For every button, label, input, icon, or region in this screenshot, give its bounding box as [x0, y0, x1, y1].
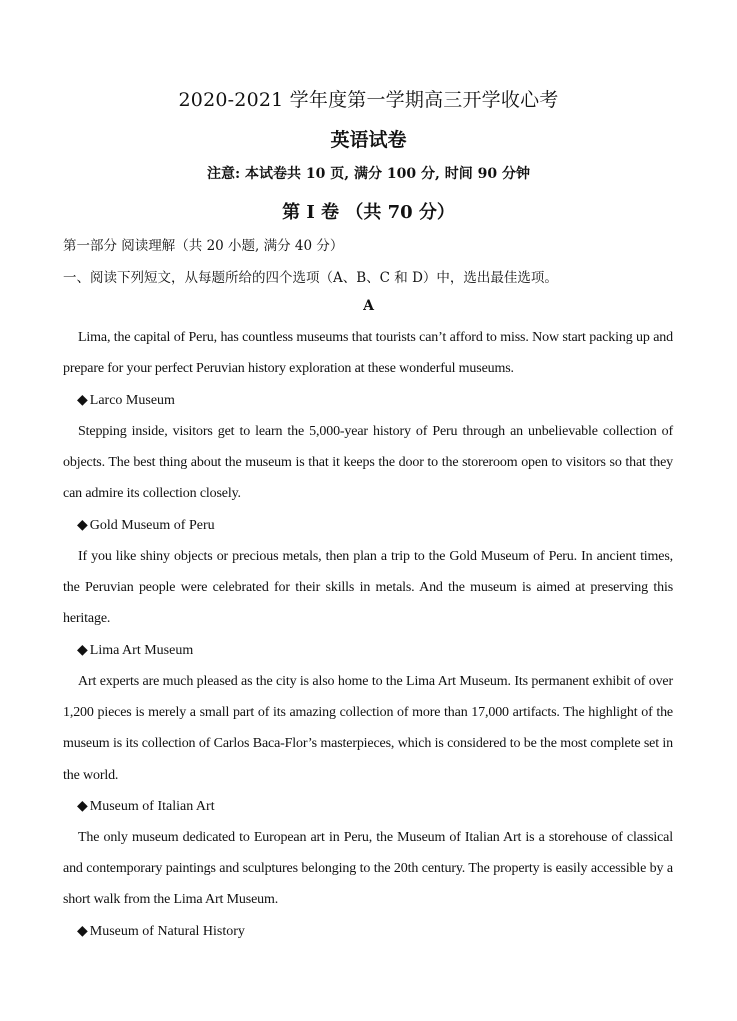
diamond-bullet-icon: ◆ [77, 393, 88, 408]
diamond-bullet-icon: ◆ [77, 799, 88, 814]
volume-heading: 第 I 卷 （共 70 分） [282, 202, 455, 223]
instruction-text: 一、阅读下列短文，从每题所给的四个选项（A、B、C 和 D）中，选出最佳选项。 [63, 270, 558, 286]
museum-name: Gold Museum of Peru [89, 518, 215, 533]
museum-paragraph-larco: Stepping inside, visitors get to learn the 5,000-year history of Peru through an unbelievable collection of objects. The best thing about the museum is that it keeps the door to the storeroom open to visitors so that they can admire its collection closely. [63, 424, 673, 502]
part-heading: 第一部分 阅读理解（共 20 小题, 满分 40 分） [63, 238, 344, 254]
exam-subtitle: 英语试卷 [330, 129, 407, 151]
diamond-bullet-icon: ◆ [77, 643, 88, 658]
museum-paragraph-italian-art: The only museum dedicated to European art in Peru, the Museum of Italian Art is a storehouse of classical and contemporary paintings and sculptures belonging to the 20th century. The property is easily accessible by a short walk from the Lima Art Museum. [63, 830, 673, 908]
diamond-bullet-icon: ◆ [77, 518, 88, 533]
museum-heading-natural-history [77, 923, 245, 940]
museum-heading-italian-art [77, 798, 215, 815]
museum-name: Museum of Natural History [89, 924, 245, 939]
museum-paragraph-gold: If you like shiny objects or precious metals, then plan a trip to the Gold Museum of Peru. In ancient times, the Peruvian people were celebrated for their skills in metals. And the museum is aimed at preserving this heritage. [63, 549, 673, 627]
passage-intro: Lima, the capital of Peru, has countless museums that tourists can’t afford to miss. Now start packing up and prepare for your perfect Peruvian history exploration at these wonderful museums. [63, 330, 673, 377]
diamond-bullet-icon: ◆ [77, 924, 88, 939]
museum-name: Museum of Italian Art [89, 799, 215, 814]
exam-notice: 注意: 本试卷共 10 页, 满分 100 分, 时间 90 分钟 [207, 166, 530, 182]
museum-heading-lima-art [77, 642, 193, 659]
museum-name: Larco Museum [89, 393, 175, 408]
museum-name: Lima Art Museum [89, 643, 194, 658]
museum-heading-gold [77, 517, 215, 534]
passage-label: A [363, 298, 374, 314]
exam-title: 2020-2021 学年度第一学期高三开学收心考 [178, 89, 559, 111]
museum-paragraph-lima-art: Art experts are much pleased as the city is also home to the Lima Art Museum. Its permanent exhibit of over 1,200 pieces is merely a small part of its amazing collection of more than 17,000 artifacts. The highlight of the museum is its collection of Carlos Baca-Flor’s masterpieces, which is considered to be the most complete set in the world. [63, 674, 673, 783]
museum-heading-larco [77, 392, 175, 409]
